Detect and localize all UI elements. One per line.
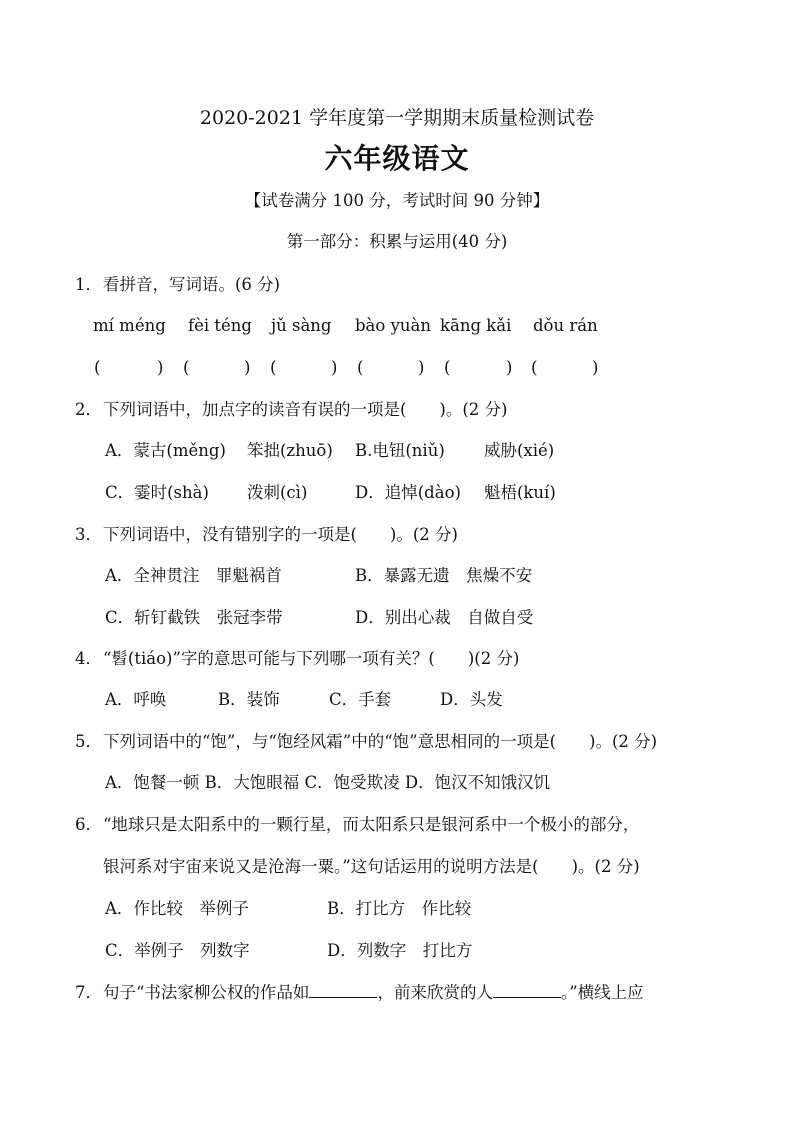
question-text: 下列词语中，加点字的读音有误的一项是( )。(2 分) <box>103 400 508 419</box>
option-d-word-2: 魁梧(kuí) <box>484 483 556 502</box>
option-a: A．全神贯注 罪魁祸首 <box>105 566 282 585</box>
question-number: 5． <box>75 732 102 751</box>
option-c-word-2: 泼刺(cì) <box>247 483 308 502</box>
question-number: 7． <box>75 983 102 1002</box>
option-d: D．列数字 打比方 <box>327 941 473 960</box>
answer-paren-close-2: ) <box>244 358 251 377</box>
answer-paren-close-5: ) <box>506 358 513 377</box>
question-2 <box>75 400 508 420</box>
question-text-part-2: ，前来欣赏的人 <box>377 983 493 1002</box>
answer-paren-close-6: ) <box>592 358 599 377</box>
exam-subtitle: 六年级语文 <box>324 142 470 175</box>
option-c: C．霎时(shà) <box>105 483 209 502</box>
fill-blank-1[interactable] <box>309 983 377 998</box>
options-line: A．饱餐一顿 B．大饱眼福 C．饱受欺凌 D．饱汉不知饿汉饥 <box>105 773 551 792</box>
question-text: 看拼音，写词语。(6 分) <box>103 275 281 294</box>
question-3 <box>75 525 458 545</box>
option-d: D．追悼(dào) <box>355 483 461 502</box>
question-1 <box>75 275 280 295</box>
answer-paren-close-1: ) <box>157 358 164 377</box>
answer-paren-close-4: ) <box>418 358 425 377</box>
answer-paren-open-3: ( <box>270 358 277 377</box>
pinyin-2: fèi téng <box>188 316 252 335</box>
answer-paren-open-2: ( <box>183 358 190 377</box>
question-number: 3． <box>75 525 102 544</box>
question-5 <box>75 732 657 752</box>
pinyin-5: kāng kǎi <box>440 316 512 335</box>
question-4 <box>75 649 519 669</box>
option-b: B．装饰 <box>218 690 280 709</box>
question-number: 6． <box>75 815 102 834</box>
answer-paren-close-3: ) <box>331 358 338 377</box>
question-text-part-3: 。”横线上应 <box>560 983 644 1002</box>
option-d: D．头发 <box>440 690 503 709</box>
answer-paren-open-6: ( <box>531 358 538 377</box>
question-number: 4． <box>75 649 102 668</box>
answer-paren-open-5: ( <box>444 358 451 377</box>
question-number: 2． <box>75 400 102 419</box>
section-heading: 第一部分：积累与运用(40 分) <box>286 232 508 251</box>
exam-title: 2020-2021 学年度第一学期期末质量检测试卷 <box>199 107 595 129</box>
option-b-word-2: 威胁(xié) <box>484 441 555 460</box>
question-text: 下列词语中的“饱”，与“饱经风霜”中的“饱”意思相同的一项是( )。(2 分) <box>103 732 658 751</box>
option-b: B．暴露无遗 焦燥不安 <box>355 566 533 585</box>
answer-paren-open-4: ( <box>357 358 364 377</box>
question-text-line-1: “地球只是太阳系中的一颗行星，而太阳系只是银河系中一个极小的部分， <box>103 815 640 834</box>
pinyin-1: mí méng <box>93 316 166 335</box>
pinyin-4: bào yuàn <box>355 316 431 335</box>
question-text-line-2: 银河系对宇宙来说又是沧海一粟。”这句话运用的说明方法是( )。(2 分) <box>103 857 640 876</box>
option-a-word-2: 笨拙(zhuō) <box>247 441 333 460</box>
question-text: 下列词语中，没有错别字的一项是( )。(2 分) <box>103 525 458 544</box>
fill-blank-2[interactable] <box>493 983 561 998</box>
question-number: 1． <box>75 275 102 294</box>
pinyin-3: jǔ sàng <box>271 316 332 335</box>
option-d: D．别出心裁 自做自受 <box>355 608 534 627</box>
question-6 <box>75 815 639 835</box>
exam-note: 【试卷满分 100 分，考试时间 90 分钟】 <box>244 191 550 210</box>
option-b: B．打比方 作比较 <box>327 899 472 918</box>
option-a: A．呼唤 <box>105 690 167 709</box>
option-c: C．斩钉截铁 张冠李带 <box>105 608 283 627</box>
question-text-part-1: 句子“书法家柳公权的作品如 <box>103 983 310 1002</box>
answer-paren-open-1: ( <box>94 358 101 377</box>
option-c: C．举例子 列数字 <box>105 941 250 960</box>
question-7 <box>75 983 644 1003</box>
option-a: A．蒙古(měng) <box>105 441 226 460</box>
option-b: B.电钮(niǔ) <box>355 441 445 460</box>
option-a: A．作比较 举例子 <box>105 899 249 918</box>
pinyin-6: dǒu rán <box>533 316 598 335</box>
option-c: C．手套 <box>329 690 392 709</box>
question-text: “髫(tiáo)”字的意思可能与下列哪一项有关？( )(2 分) <box>103 649 520 668</box>
